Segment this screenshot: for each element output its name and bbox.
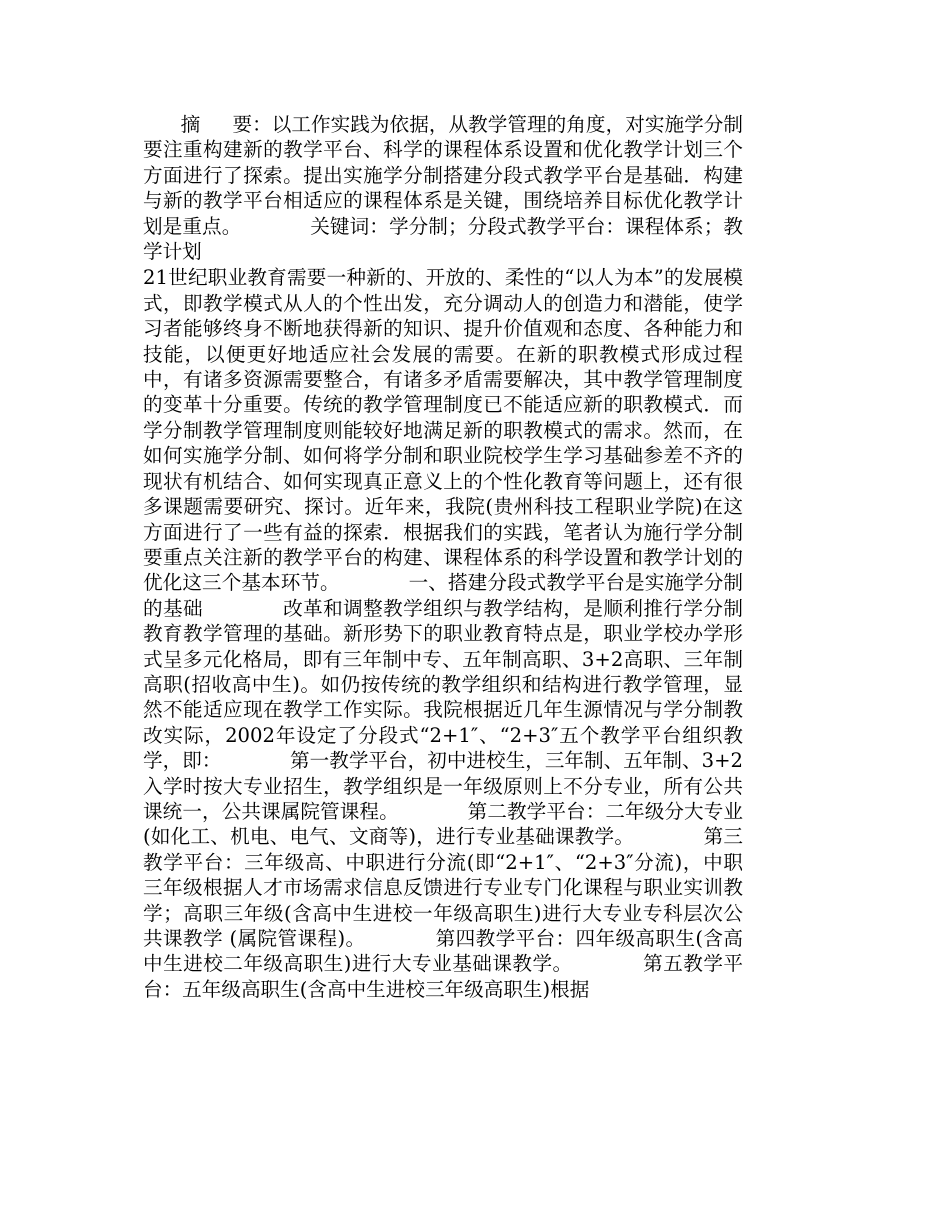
abstract-paragraph: 摘 要：以工作实践为依据，从教学管理的角度，对实施学分制要注重构建新的教学平台、科学的课程体系设置和优化教学计划三个方面进行了探索。提出实施学分制搭建分段式教学平台是基础．构建与新的教学平台相适应的课程体系是关键，围绕培养目标优化教学计划是重点。 关键词：学分制；分段式教学平台：课程体系；教学计划 [143, 113, 743, 264]
body-paragraph: 21世纪职业教育需要一种新的、开放的、柔性的“以人为本”的发展模式，即教学模式从人的个性出发，充分调动人的创造力和潜能，使学习者能够终身不断地获得新的知识、提升价值观和态度、各种能力和技能，以便更好地适应社会发展的需要。在新的职教模式形成过程中，有诸多资源需要整合，有诸多矛盾需要解决，其中教学管理制度的变革十分重要。传统的教学管理制度已不能适应新的职教模式．而学分制教学管理制度则能较好地满足新的职教模式的需求。然而，在如何实施学分制、如何将学分制和职业院校学生学习基础参差不齐的现状有机结合、如何实现真正意义上的个性化教育等问题上，还有很多课题需要研究、探讨。近年来，我院(贵州科技工程职业学院)在这方面进行了一些有益的探索．根据我们的实践，笔者认为施行学分制要重点关注新的教学平台的构建、课程体系的科学设置和教学计划的优化这三个基本环节。 一、搭建分段式教学平台是实施学分制的基础 改革和调整教学组织与教学结构，是顺利推行学分制教育教学管理的基础。新形势下的职业教育特点是，职业学校办学形式呈多元化格局，即有三年制中专、五年制高职、3+2高职、三年制高职(招收高中生)。如仍按传统的教学组织和结构进行教学管理，显然不能适应现在教学工作实际。我院根据近几年生源情况与学分制教改实际，2002年设定了分段式“2+1″、“2+3″五个教学平台组织教学，即： 第一教学平台，初中进校生，三年制、五年制、3+2入学时按大专业招生，教学组织是一年级原则上不分专业，所有公共课统一，公共课属院管课程。 第二教学平台：二年级分大专业(如化工、机电、电气、文商等)，进行专业基础课教学。 第三教学平台：三年级高、中职进行分流(即“2+1″、“2+3″分流)，中职三年级根据人才市场需求信息反馈进行专业专门化课程与职业实训教学；高职三年级(含高中生进校一年级高职生)进行大专业专科层次公共课教学 (属院管课程)。 第四教学平台：四年级高职生(含高中生进校二年级高职生)进行大专业基础课教学。 第五教学平台：五年级高职生(含高中生进校三年级高职生)根据 [143, 266, 743, 1001]
document-page [143, 112, 743, 1002]
